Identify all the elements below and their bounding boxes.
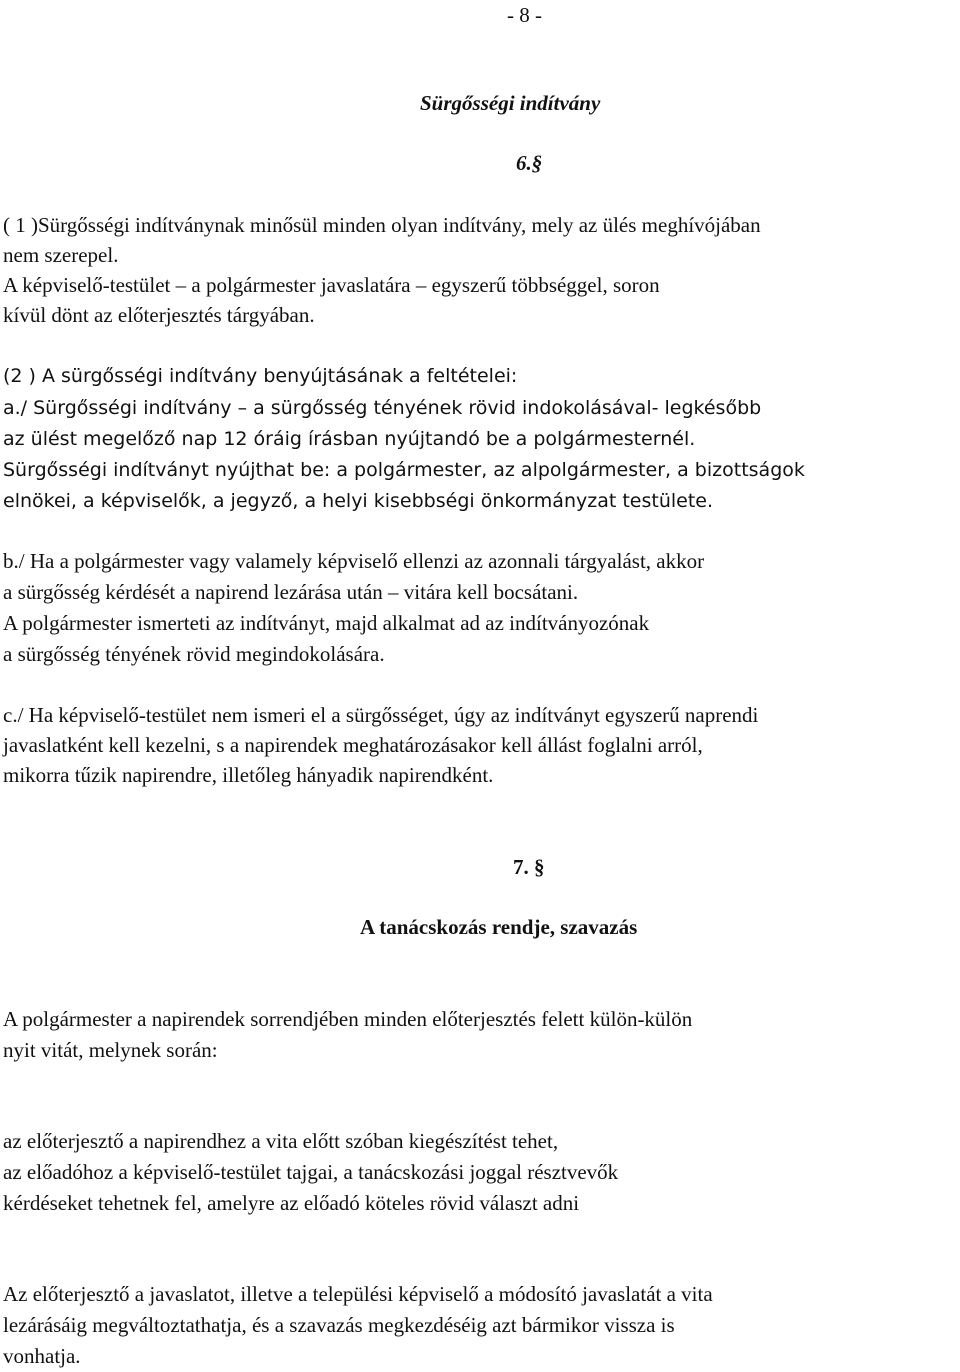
para3-line3: A polgármester ismerteti az indítványt, majd alkalmat ad az indítványozónak [3, 611, 650, 635]
para7-line1: Az előterjesztő a javaslatot, illetve a települési képviselő a módosító javaslatát a vita [3, 1282, 713, 1306]
para1-line2: nem szerepel. [3, 243, 119, 267]
para2-line1: (2 ) A sürgősségi indítvány benyújtásának a feltételei: [3, 365, 518, 387]
para2-line2: a./ Sürgősségi indítvány – a sürgősség tényének rövid indokolásával- legkésőbb [3, 397, 762, 419]
para1-line4: kívül dönt az előterjesztés tárgyában. [3, 303, 315, 327]
section-6-title: Sürgősségi indítvány [420, 91, 601, 115]
para6-line1: az előterjesztő a napirendhez a vita előtt szóban kiegészítést tehet, [3, 1129, 559, 1153]
para2-line3: az ülést megelőző nap 12 óráig írásban nyújtandó be a polgármesternél. [3, 428, 696, 450]
para3-line2: a sürgősség kérdését a napirend lezárása után – vitára kell bocsátani. [3, 580, 579, 604]
section-7-title: A tanácskozás rendje, szavazás [360, 915, 638, 939]
para5-line2: nyit vitát, melynek során: [3, 1038, 218, 1062]
para3-line4: a sürgősség tényének rövid megindokolására. [3, 642, 385, 666]
para4-line1: c./ Ha képviselő-testület nem ismeri el a sürgősséget, úgy az indítványt egyszerű naprendi [3, 703, 759, 727]
section-6-number: 6.§ [516, 151, 543, 175]
para6-line2: az előadóhoz a képviselő-testület tajgai, a tanácskozási joggal résztvevők [3, 1160, 619, 1184]
para6-line3: kérdéseket tehetnek fel, amelyre az előadó köteles rövid választ adni [3, 1191, 580, 1215]
para1-line3: A képviselő-testület – a polgármester javaslatára – egyszerű többséggel, soron [3, 273, 660, 297]
section-7-number: 7. § [513, 855, 545, 879]
page-number: - 8 - [507, 3, 542, 27]
para7-line3: vonhatja. [3, 1344, 81, 1368]
para4-line3: mikorra tűzik napirendre, illetőleg hányadik napirendként. [3, 763, 494, 787]
para4-line2: javaslatként kell kezelni, s a napirendek meghatározásakor kell állást foglalni arról, [3, 733, 703, 757]
para7-line2: lezárásáig megváltoztathatja, és a szavazás megkezdéséig azt bármikor vissza is [3, 1313, 675, 1337]
para3-line1: b./ Ha a polgármester vagy valamely képviselő ellenzi az azonnali tárgyalást, akkor [3, 549, 705, 573]
para1-line1: ( 1 )Sürgősségi indítványnak minősül minden olyan indítvány, mely az ülés meghívójában [3, 213, 761, 237]
para2-line4: Sürgősségi indítványt nyújthat be: a polgármester, az alpolgármester, a bizottságok [3, 459, 805, 481]
para2-line5: elnökei, a képviselők, a jegyző, a helyi kisebbségi önkormányzat testülete. [3, 490, 714, 512]
para5-line1: A polgármester a napirendek sorrendjében minden előterjesztés felett külön-külön [3, 1007, 693, 1031]
